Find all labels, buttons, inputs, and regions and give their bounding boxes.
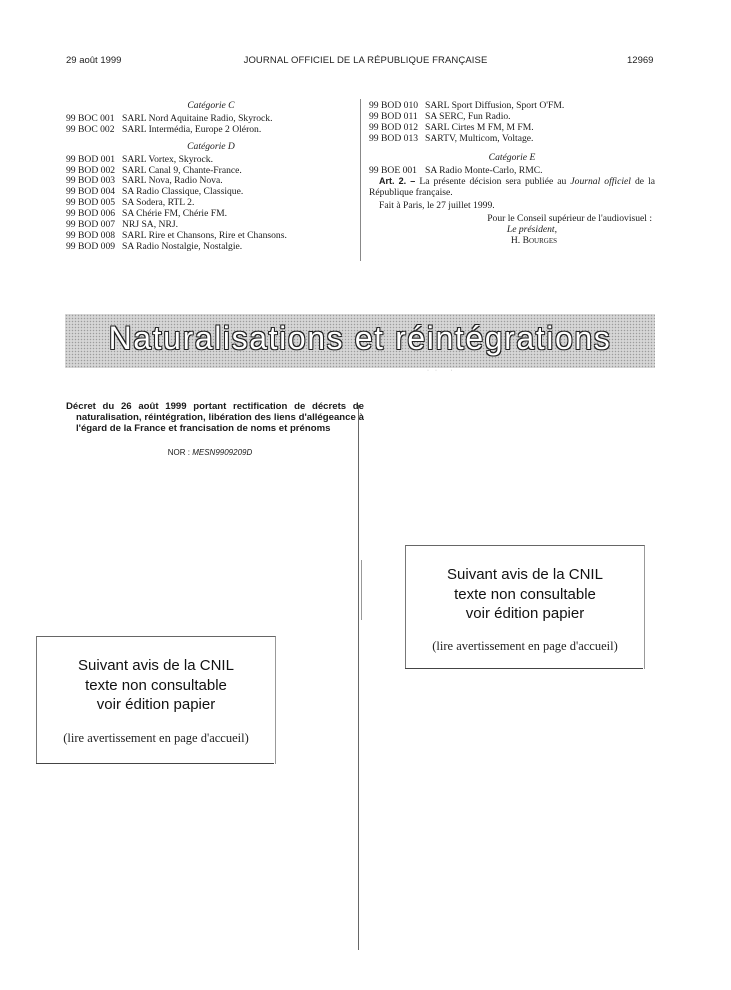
article-text-before: La présente décision sera publiée au xyxy=(419,176,567,188)
entry-text: SARL Nord Aquitaine Radio, Skyrock. xyxy=(122,112,273,124)
cnil-line-1: Suivant avis de la CNIL xyxy=(447,566,603,583)
column-divider-mark xyxy=(361,560,362,620)
entry-text: SARL Cirtes M FM, M FM. xyxy=(425,121,534,133)
entry-text: SA Sodera, RTL 2. xyxy=(122,197,195,209)
entry-text: SA Chérie FM, Chérie FM. xyxy=(122,208,228,220)
nor-reference xyxy=(66,448,354,457)
category-c-list xyxy=(66,114,356,136)
list-item xyxy=(66,242,356,253)
entry-text: SARL Vortex, Skyrock. xyxy=(122,153,213,165)
article-text-after: de la République française. xyxy=(369,176,655,199)
header-page-number: 12969 xyxy=(627,55,654,66)
left-column xyxy=(66,101,356,253)
section-banner-title: Naturalisations et réintégrations xyxy=(108,320,612,356)
article-2 xyxy=(369,176,655,199)
entry-text: SARL Canal 9, Chante-France. xyxy=(122,164,242,176)
entry-text: SARL Nova, Radio Nova. xyxy=(122,175,223,187)
right-column xyxy=(369,101,655,247)
nor-code: MESN9909209D xyxy=(192,448,253,457)
entry-text: SARL Rire et Chansons, Rire et Chansons. xyxy=(122,229,287,241)
section-banner xyxy=(65,314,655,368)
cnil-note: (lire avertissement en page d'accueil) xyxy=(432,638,618,653)
article-journal-name: Journal officiel xyxy=(570,176,631,188)
entry-code: 99 BOC 001 xyxy=(66,112,115,124)
entry-code: 99 BOD 008 xyxy=(66,229,116,241)
cnil-notice-left xyxy=(36,636,276,764)
signature-role: Le président, xyxy=(506,224,557,236)
entry-code: 99 BOE 001 xyxy=(369,164,417,176)
signature-name: H. Bourges xyxy=(510,234,557,246)
entry-code: 99 BOD 005 xyxy=(66,197,116,209)
category-e-list xyxy=(369,166,655,177)
entry-text: SARL Sport Diffusion, Sport O'FM. xyxy=(425,100,565,111)
column-divider-main xyxy=(358,405,359,950)
entry-text: SA Radio Nostalgie, Nostalgie. xyxy=(122,240,243,252)
entry-code: 99 BOD 009 xyxy=(66,240,116,252)
cnil-note: (lire avertissement en page d'accueil) xyxy=(63,730,249,745)
category-d-continued-list xyxy=(369,101,655,145)
cnil-line-2: texte non consultable xyxy=(85,676,227,694)
entry-text: NRJ SA, NRJ. xyxy=(122,219,178,231)
entry-text: SARTV, Multicom, Voltage. xyxy=(425,132,534,144)
cnil-line-3: voir édition papier xyxy=(96,696,216,713)
category-d-heading: Catégorie D xyxy=(187,140,235,152)
category-e-heading: Catégorie E xyxy=(488,151,536,163)
cnil-notice-right xyxy=(405,545,645,669)
cnil-notice-left-rule xyxy=(36,763,274,764)
list-item xyxy=(369,166,655,177)
entry-text: SA SERC, Fun Radio. xyxy=(425,110,511,122)
header-journal-title: JOURNAL OFFICIEL DE LA RÉPUBLIQUE FRANÇAISE xyxy=(243,55,488,66)
entry-code: 99 BOD 001 xyxy=(66,153,116,165)
column-divider-top xyxy=(360,99,361,261)
entry-text: SARL Intermédia, Europe 2 Oléron. xyxy=(122,123,262,135)
entry-code: 99 BOD 002 xyxy=(66,164,116,176)
article-label: Art. 2. – xyxy=(379,176,416,187)
entry-code: 99 BOD 013 xyxy=(369,132,419,144)
done-at-line: Fait à Paris, le 27 juillet 1999. xyxy=(379,200,495,212)
header-date: 29 août 1999 xyxy=(66,55,122,66)
list-item xyxy=(369,134,655,145)
cnil-line-3: voir édition papier xyxy=(465,605,585,622)
list-item xyxy=(66,125,356,136)
entry-code: 99 BOD 003 xyxy=(66,175,116,187)
entry-text: SA Radio Classique, Classique. xyxy=(122,186,244,198)
cnil-notice-right-rule xyxy=(405,668,643,669)
category-d-list xyxy=(66,155,356,253)
entry-code: 99 BOD 012 xyxy=(369,121,419,133)
entry-code: 99 BOD 004 xyxy=(66,186,116,198)
entry-code: 99 BOD 006 xyxy=(66,208,116,220)
entry-code: 99 BOD 010 xyxy=(369,100,419,111)
nor-label: NOR : xyxy=(167,448,190,457)
entry-code: 99 BOD 007 xyxy=(66,219,116,231)
category-c-heading: Catégorie C xyxy=(187,100,235,111)
cnil-line-1: Suivant avis de la CNIL xyxy=(78,657,234,674)
entry-code: 99 BOC 002 xyxy=(66,123,115,135)
signature-authority: Pour le Conseil supérieur de l'audiovisuel : xyxy=(487,213,652,225)
decree-title: Décret du 26 août 1999 portant rectification de décrets de naturalisation, réintégration, libération des liens d'allégeance à l'égard de la France et francisation de noms et prénoms xyxy=(66,401,364,434)
cnil-line-2: texte non consultable xyxy=(454,585,596,603)
scan-specks: ·· · xyxy=(427,368,459,374)
entry-code: 99 BOD 011 xyxy=(369,110,418,122)
entry-text: SA Radio Monte-Carlo, RMC. xyxy=(425,164,543,176)
